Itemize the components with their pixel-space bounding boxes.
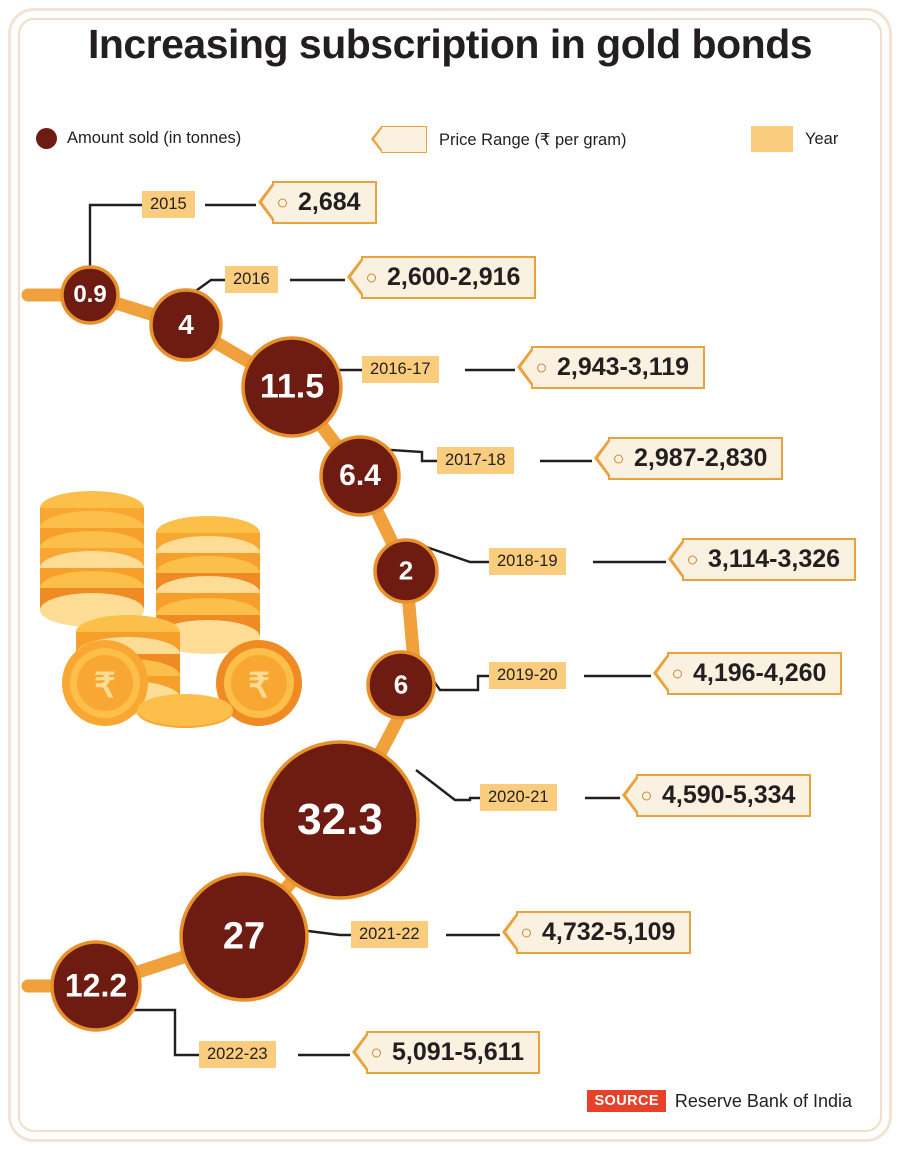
source-text: Reserve Bank of India: [674, 1090, 852, 1111]
bubble-2022-23[interactable]: [52, 942, 140, 1030]
year-chip-2016[interactable]: 2016: [225, 266, 278, 293]
source-line: [587, 1090, 852, 1112]
tag-hole-icon: [614, 454, 623, 463]
year-chip-2018-19[interactable]: 2018-19: [489, 548, 566, 575]
price-tag-value-2017-18: 2,987-2,830: [634, 444, 768, 472]
bubble-2016[interactable]: [151, 290, 221, 360]
price-tag-2022-23[interactable]: [366, 1031, 540, 1074]
tag-hole-icon: [278, 198, 287, 207]
year-chip-2021-22[interactable]: 2021-22: [351, 921, 428, 948]
bubble-label-2021-22: 27: [222, 915, 266, 958]
tag-hole-icon: [522, 928, 531, 937]
year-chip-2016-17[interactable]: 2016-17: [362, 356, 439, 383]
year-chip-2020-21[interactable]: 2020-21: [480, 784, 557, 811]
price-tag-2016-17[interactable]: [531, 346, 705, 389]
bubble-2020-21[interactable]: [262, 742, 418, 898]
tag-hole-icon: [367, 273, 376, 282]
bubble-label-2015: 0.9: [73, 281, 107, 308]
bubble-label-2016-17: 11.5: [259, 367, 325, 406]
gold-coins-illustration: [40, 491, 302, 728]
bubble-2017-18[interactable]: [321, 437, 399, 515]
bubble-label-2019-20: 6: [393, 669, 409, 700]
bubble-label-2020-21: 32.3: [297, 795, 383, 844]
price-tag-value-2016-17: 2,943-3,119: [557, 353, 690, 381]
source-badge: SOURCE: [587, 1090, 665, 1112]
tag-hole-icon: [673, 669, 682, 678]
price-tag-2020-21[interactable]: [636, 774, 811, 817]
tag-hole-icon: [372, 1048, 381, 1057]
legend-label-year: Year: [805, 129, 839, 148]
bubble-label-2017-18: 6.4: [339, 459, 381, 492]
price-tag-2018-19[interactable]: [682, 538, 856, 581]
legend-label-amount: Amount sold (in tonnes): [67, 129, 242, 147]
bubble-2018-19[interactable]: [375, 540, 437, 602]
bubble-label-2022-23: 12.2: [64, 967, 128, 1004]
year-chip-2015[interactable]: 2015: [142, 191, 195, 218]
price-tag-value-2020-21: 4,590-5,334: [662, 781, 796, 809]
price-tag-value-2022-23: 5,091-5,611: [392, 1038, 525, 1066]
price-tag-value-2019-20: 4,196-4,260: [693, 659, 827, 687]
bubble-label-2018-19: 2: [398, 555, 414, 586]
bubble-2016-17[interactable]: [243, 338, 341, 436]
price-tag-2017-18[interactable]: [608, 437, 783, 480]
page-title: Increasing subscription in gold bonds: [87, 21, 813, 67]
price-tag-2019-20[interactable]: [667, 652, 842, 695]
legend-label-price: Price Range (₹ per gram): [439, 130, 627, 149]
bubble-2021-22[interactable]: [181, 874, 307, 1000]
year-chip-2017-18[interactable]: 2017-18: [437, 447, 514, 474]
price-tag-value-2021-22: 4,732-5,109: [542, 918, 676, 946]
price-tag-value-2018-19: 3,114-3,326: [708, 545, 841, 573]
bubble-label-2016: 4: [178, 309, 194, 340]
tag-hole-icon: [688, 555, 697, 564]
price-tag-2015[interactable]: [272, 181, 377, 224]
price-tag-2021-22[interactable]: [516, 911, 691, 954]
svg-text:₹: ₹: [248, 667, 270, 705]
price-tag-value-2015: 2,684: [298, 188, 361, 216]
bubble-2015[interactable]: [62, 267, 118, 323]
price-tag-2016[interactable]: [361, 256, 536, 299]
bubble-2019-20[interactable]: [368, 652, 434, 718]
svg-text:₹: ₹: [94, 667, 116, 705]
year-chip-2022-23[interactable]: 2022-23: [199, 1041, 276, 1068]
tag-hole-icon: [642, 791, 651, 800]
year-chip-2019-20[interactable]: 2019-20: [489, 662, 566, 689]
price-tag-value-2016: 2,600-2,916: [387, 263, 521, 291]
tag-hole-icon: [537, 363, 546, 372]
